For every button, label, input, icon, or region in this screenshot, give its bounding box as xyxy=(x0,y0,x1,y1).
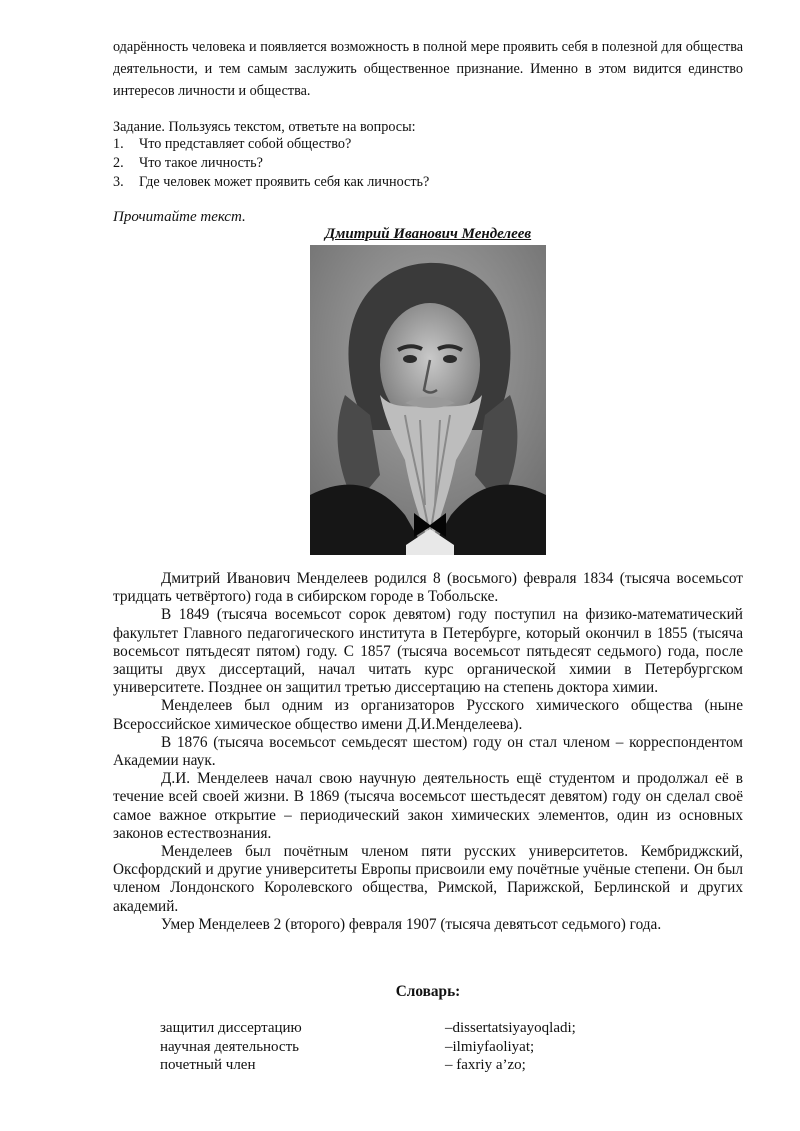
biography-paragraph: В 1849 (тысяча восемьсот сорок девятом) году поступил на физико-математический факультет Главного педагогического института в Петербурге, который окончил в 1855 (тысяча восемьсот пятьдесят пятом) году. С 1857 (тысяча восемьсот пятьдесят седьмого) года, после защиты двух диссертаций, начал читать курс органической химии в Петербургском университете. Позднее он защитил третью диссертацию на степень доктора химии. xyxy=(113,606,743,697)
biography-paragraph: Менделеев был почётным членом пяти русских университетов. Кембриджский, Оксфордский и другие университеты Европы присвоили ему почётные учёные степени. Он был членом Лондонского Королевского общества, Римской, Парижской, Берлинской и других академий. xyxy=(113,843,743,915)
question-text: Что такое личность? xyxy=(139,155,263,171)
biography-title: Дмитрий Иванович Менделеев xyxy=(324,226,532,242)
intro-paragraph: одарённость человека и появляется возможность в полной мере проявить себя в полезной для общества деятельности, и тем самым заслужить общественное признание. Именно в этом видится единство интересов личности и общества. xyxy=(113,39,743,99)
question-item xyxy=(113,135,743,154)
dictionary-term: научная деятельность xyxy=(160,1038,299,1055)
question-text: Где человек может проявить себя как личность? xyxy=(139,174,430,190)
dictionary-translation: –ilmiyfaoliyat; xyxy=(445,1038,535,1055)
portrait-illustration xyxy=(310,245,546,555)
biography-paragraph: Менделеев был одним из организаторов Русского химического общества (ныне Всероссийское химическое общество имени Д.И.Менделеева). xyxy=(113,697,743,733)
question-number: 3. xyxy=(113,174,124,190)
dictionary-term: почетный член xyxy=(160,1057,256,1073)
dictionary-entry xyxy=(160,1056,720,1075)
read-instruction: Прочитайте текст. xyxy=(113,209,246,225)
dictionary-term: защитил диссертацию xyxy=(160,1020,302,1036)
question-number: 2. xyxy=(113,155,124,171)
portrait-photo xyxy=(310,245,546,555)
question-item xyxy=(113,154,743,173)
dictionary-entry xyxy=(160,1019,720,1038)
dictionary-title: Словарь: xyxy=(395,983,461,1000)
task-title: Задание. Пользуясь текстом, ответьте на вопросы: xyxy=(113,119,416,135)
question-text: Что представляет собой общество? xyxy=(139,136,352,152)
biography-paragraph: Умер Менделеев 2 (второго) февраля 1907 (тысяча девятьсот седьмого) года. xyxy=(161,915,662,933)
question-item xyxy=(113,173,743,192)
biography-text xyxy=(113,570,743,934)
question-number: 1. xyxy=(113,136,124,152)
dictionary-translation: – faxriy a’zo; xyxy=(445,1057,526,1073)
dictionary-translation: –dissertatsiyayoqladi; xyxy=(445,1020,576,1036)
dictionary-list xyxy=(160,1019,720,1075)
dictionary-entry xyxy=(160,1038,720,1057)
biography-paragraph: Д.И. Менделеев начал свою научную деятельность ещё студентом и продолжал её в течение всей своей жизни. В 1869 (тысяча восемьсот шестьдесят девятом) году он сделал своё самое важное открытие – периодический закон химических элементов, один из основных законов естествознания. xyxy=(113,770,743,842)
biography-paragraph: В 1876 (тысяча восемьсот семьдесят шестом) году он стал членом – корреспондентом Академии наук. xyxy=(113,733,743,770)
biography-paragraph: Дмитрий Иванович Менделеев родился 8 (восьмого) февраля 1834 (тысяча восемьсот тридцать четвёртого) года в сибирском городе в Тобольске. xyxy=(113,570,743,606)
question-list xyxy=(113,135,743,192)
